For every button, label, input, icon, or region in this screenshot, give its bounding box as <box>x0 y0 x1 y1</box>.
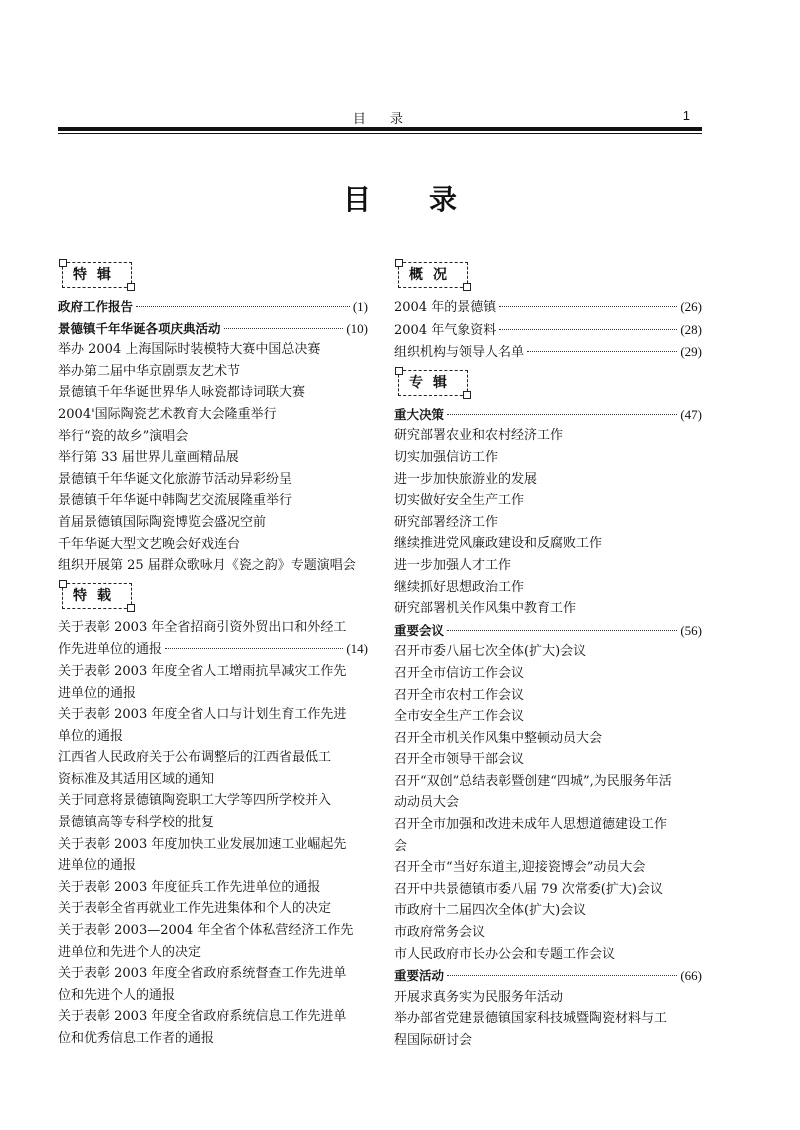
section-heading-gaikuang: 概况 <box>398 262 468 288</box>
leader-dots <box>447 414 677 415</box>
toc-entry-title: 作先进单位的通报 <box>58 642 163 658</box>
toc-entry-title: 召开全市机关作风集中整顿动员大会 <box>394 730 603 746</box>
toc-entry-title: 市政府常务会议 <box>394 925 486 941</box>
page-title: 目录 <box>342 183 515 216</box>
toc-entry[interactable] <box>58 382 368 404</box>
toc-entry-page: (47) <box>680 406 702 422</box>
toc-entry-title: 资标准及其适用区域的通知 <box>58 771 215 787</box>
toc-entry-page: (26) <box>680 299 702 314</box>
toc-entry-title: 关于表彰 2003 年度征兵工作先进单位的通报 <box>58 879 321 895</box>
toc-entry-title: 继续抓好思想政治工作 <box>394 579 525 595</box>
toc-entry[interactable] <box>58 339 368 361</box>
toc-entry-title: 政府工作报告 <box>58 299 134 314</box>
toc-entry[interactable] <box>58 1006 368 1049</box>
toc-entry[interactable] <box>394 749 702 771</box>
header-rule-thick <box>58 127 702 131</box>
toc-entry-title: 召开全市农村工作会议 <box>394 687 525 703</box>
toc-entry[interactable] <box>58 490 368 512</box>
toc-entry-title: 召开全市加强和改进未成年人思想道德建设工作 <box>394 817 668 833</box>
toc-entry-title: 组织机构与领导人名单 <box>394 345 525 361</box>
toc-entry-title: 研究部署经济工作 <box>394 514 499 530</box>
toc-entry-title: 关于表彰 2003 年全省招商引资外贸出口和外经工 <box>58 619 347 635</box>
toc-entry-title: 进单位的通报 <box>58 685 137 701</box>
toc-entry-title: 江西省人民政府关于公布调整后的江西省最低工 <box>58 750 332 766</box>
toc-entry[interactable] <box>58 747 368 790</box>
toc-entry[interactable] <box>394 900 702 922</box>
leader-dots <box>447 630 677 631</box>
toc-entry[interactable] <box>58 447 368 469</box>
toc-entry-title: 关于表彰全省再就业工作先进集体和个人的决定 <box>58 901 332 917</box>
toc-entry-title: 位和优秀信息工作者的通报 <box>58 1031 215 1046</box>
toc-entry-page: (66) <box>680 968 702 984</box>
leader-dots <box>527 351 677 352</box>
toc-entry[interactable] <box>394 965 702 987</box>
toc-entry-page: (14) <box>346 641 368 657</box>
toc-entry-page: (10) <box>346 320 368 336</box>
running-head-title: 目 录 <box>352 112 414 127</box>
toc-entry[interactable] <box>394 706 702 728</box>
toc-entry[interactable] <box>58 898 368 920</box>
toc-entry-title: 继续推进党风廉政建设和反腐败工作 <box>394 536 603 552</box>
toc-entry-title: 重要活动 <box>394 968 445 984</box>
toc-entry-title: 2004 年气象资料 <box>394 322 497 338</box>
toc-entry-title: 程国际研讨会 <box>394 1033 473 1048</box>
toc-entry-title: 召开全市“当好东道主,迎接瓷博会”动员大会 <box>394 860 646 876</box>
toc-entry-title: 首届景德镇国际陶瓷博览会盛况空前 <box>58 514 267 530</box>
section-heading-teji: 特辑 <box>62 262 132 288</box>
section-list-zhuanji <box>394 404 702 1052</box>
toc-entry-title: 景德镇千年华诞各项庆典活动 <box>58 320 221 336</box>
toc-entry-title: 进单位的通报 <box>58 858 137 874</box>
toc-entry[interactable] <box>394 857 702 879</box>
toc-entry-title: 景德镇千年华诞文化旅游节活动异彩纷呈 <box>58 471 293 487</box>
toc-entry[interactable] <box>394 555 702 577</box>
toc-entry[interactable] <box>394 469 702 491</box>
left-column <box>58 258 368 1050</box>
toc-entry[interactable] <box>58 318 368 340</box>
toc-entry-title: 重要会议 <box>394 622 445 638</box>
toc-entry-title: 切实加强信访工作 <box>394 449 499 465</box>
running-head <box>58 108 708 128</box>
toc-entry-title: 举行“瓷的故乡”演唱会 <box>58 428 189 444</box>
toc-entry[interactable] <box>58 469 368 491</box>
toc-entry[interactable] <box>394 922 702 944</box>
toc-entry-title: 进一步加强人才工作 <box>394 557 512 573</box>
toc-entry-title: 召开中共景德镇市委八届 79 次常委(扩大)会议 <box>394 881 663 897</box>
toc-entry[interactable] <box>394 341 702 364</box>
toc-entry-title: 举行第 33 届世界儿童画精品展 <box>58 450 239 466</box>
toc-entry[interactable] <box>394 944 702 966</box>
leader-dots <box>224 328 344 329</box>
toc-entry-title: 研究部署机关作风集中教育工作 <box>394 601 577 617</box>
toc-entry-title: 关于表彰 2003 年度加快工业发展加速工业崛起先 <box>58 836 347 852</box>
section-heading-zhuanji: 专辑 <box>398 370 468 396</box>
toc-entry-page: (1) <box>352 299 368 314</box>
toc-entry-title: 动动员大会 <box>394 795 460 811</box>
toc-entry[interactable] <box>394 1008 702 1051</box>
toc-entry-title: 召开全市信访工作会议 <box>394 665 525 681</box>
toc-entry[interactable] <box>394 404 702 426</box>
toc-entry-title: 千年华诞大型文艺晚会好戏连台 <box>58 536 241 552</box>
toc-entry[interactable] <box>58 404 368 426</box>
toc-entry-title: 召开全市领导干部会议 <box>394 752 525 768</box>
toc-entry[interactable] <box>58 661 368 704</box>
toc-entry-title: 关于表彰 2003 年度全省政府系统信息工作先进单 <box>58 1009 347 1025</box>
toc-entry[interactable] <box>394 814 702 857</box>
toc-entry[interactable] <box>58 296 368 318</box>
toc-entry[interactable] <box>394 447 702 469</box>
toc-entry-title: 开展求真务实为民服务年活动 <box>394 989 564 1005</box>
toc-entry-page: (28) <box>680 321 702 337</box>
toc-entry-title: 切实做好安全生产工作 <box>394 493 525 509</box>
leader-dots <box>165 648 343 649</box>
toc-entry-title: 举办 2004 上海国际时装模特大赛中国总决赛 <box>58 342 321 358</box>
toc-entry[interactable] <box>394 771 702 814</box>
toc-entry-title: 关于表彰 2003 年度全省人工增雨抗旱减灾工作先 <box>58 663 347 679</box>
toc-entry[interactable] <box>394 296 702 319</box>
toc-entry[interactable] <box>394 577 702 599</box>
toc-entry-title: 召开“双创”总结表彰暨创建“四城”,为民服务年活 <box>394 773 672 789</box>
toc-entry[interactable] <box>58 361 368 383</box>
toc-entry[interactable] <box>394 533 702 555</box>
right-column <box>394 258 702 1052</box>
toc-entry-title: 位和先进个人的通报 <box>58 987 176 1003</box>
toc-entry[interactable] <box>394 490 702 512</box>
leader-dots <box>447 975 677 976</box>
toc-entry[interactable] <box>58 790 368 833</box>
toc-entry[interactable] <box>58 963 368 1006</box>
toc-entry-title: 研究部署农业和农村经济工作 <box>394 428 564 444</box>
toc-entry[interactable] <box>394 319 702 342</box>
toc-entry[interactable] <box>58 920 368 963</box>
toc-entry-title: 市政府十二届四次全体(扩大)会议 <box>394 903 587 919</box>
toc-entry-page: (56) <box>680 622 702 638</box>
leader-dots <box>499 306 677 307</box>
toc-entry-title: 市人民政府市长办公会和专题工作会议 <box>394 946 616 962</box>
toc-entry[interactable] <box>394 641 702 663</box>
toc-entry[interactable] <box>394 598 702 620</box>
toc-entry[interactable] <box>394 728 702 750</box>
section-list-gaikuang <box>394 296 702 364</box>
toc-entry[interactable] <box>58 512 368 534</box>
toc-entry-title: 全市安全生产工作会议 <box>394 709 525 725</box>
header-rule-thin <box>58 133 702 134</box>
toc-entry-title: 关于表彰 2003—2004 年全省个体私营经济工作先 <box>58 923 354 939</box>
toc-entry[interactable] <box>58 534 368 556</box>
toc-entry[interactable] <box>394 425 702 447</box>
toc-entry[interactable] <box>58 834 368 877</box>
toc-entry[interactable] <box>58 704 368 747</box>
toc-entry-title: 关于表彰 2003 年度全省政府系统督查工作先进单 <box>58 966 347 982</box>
toc-entry-title: 景德镇高等专科学校的批复 <box>58 815 215 831</box>
toc-entry-title: 组织开展第 25 届群众歌咏月《瓷之韵》专题演唱会 <box>58 558 356 574</box>
toc-entry-title: 召开市委八届七次全体(扩大)会议 <box>394 644 587 660</box>
section-heading-tezai: 特载 <box>62 583 132 609</box>
leader-dots <box>136 306 350 307</box>
leader-dots <box>499 329 677 330</box>
toc-entry[interactable] <box>394 987 702 1009</box>
toc-entry[interactable] <box>58 426 368 448</box>
toc-entry[interactable] <box>58 877 368 899</box>
toc-entry-title: 关于表彰 2003 年度全省人口与计划生育工作先进 <box>58 707 347 723</box>
toc-entry[interactable] <box>394 620 702 642</box>
toc-entry-title: 2004 年的景德镇 <box>394 300 497 315</box>
toc-entry[interactable] <box>394 879 702 901</box>
toc-entry-title: 进一步加快旅游业的发展 <box>394 471 538 487</box>
section-list-tezai <box>58 617 368 1050</box>
toc-entry-title: 进单位和先进个人的决定 <box>58 944 202 960</box>
toc-entry-title: 关于同意将景德镇陶瓷职工大学等四所学校并入 <box>58 793 332 809</box>
toc-entry-title: 举办第二届中华京剧票友艺术节 <box>58 363 241 379</box>
toc-entry-title: 景德镇千年华诞中韩陶艺交流展隆重举行 <box>58 493 293 509</box>
toc-entry-page: (29) <box>680 344 702 360</box>
toc-entry-title: 会 <box>394 838 408 854</box>
toc-entry-title: 2004'国际陶瓷艺术教育大会隆重举行 <box>58 406 277 422</box>
toc-entry-title: 举办部省党建景德镇国家科技城暨陶瓷材料与工 <box>394 1011 668 1027</box>
toc-entry[interactable] <box>58 555 368 577</box>
toc-entry[interactable] <box>58 617 368 661</box>
toc-entry-title: 景德镇千年华诞世界华人咏瓷都诗词联大赛 <box>58 385 306 401</box>
toc-entry[interactable] <box>394 685 702 707</box>
toc-entry[interactable] <box>394 512 702 534</box>
page-number: 1 <box>682 108 690 123</box>
toc-entry-title: 重大决策 <box>394 406 445 422</box>
section-list-teji <box>58 296 368 577</box>
toc-entry-title: 单位的通报 <box>58 728 124 744</box>
toc-entry[interactable] <box>394 663 702 685</box>
